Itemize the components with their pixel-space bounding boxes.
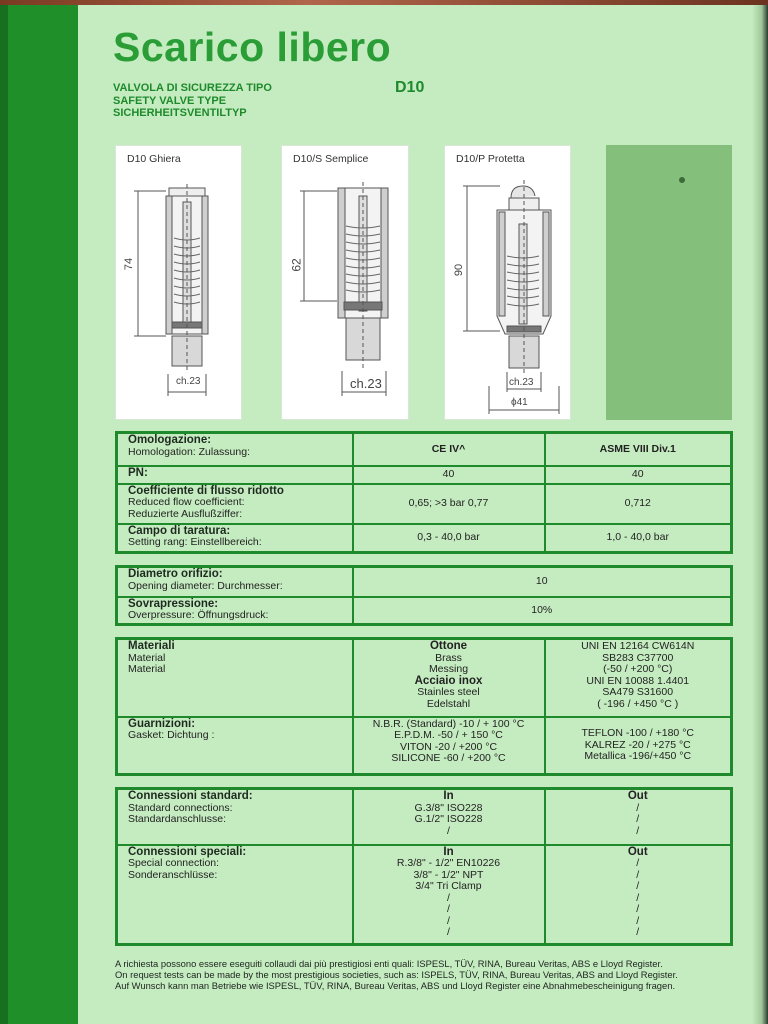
drawing-d10s-semplice [281, 145, 409, 420]
steel-de: Edelstahl [426, 697, 471, 710]
table-row [117, 845, 732, 945]
out-header: Out [627, 845, 648, 858]
valve-semplice-illustration [282, 146, 410, 421]
setting-label: Campo di taratura: [128, 524, 231, 537]
connection-in: G.3/8" ISO228 [414, 801, 483, 814]
setting-label-en: Setting rang: Einstellbereich: [128, 536, 262, 548]
right-page-edge [752, 5, 768, 1024]
standard-conn-label-en: Standard connections: [128, 801, 233, 814]
material-norm: UNI EN 10088 1.4401 [586, 674, 690, 687]
setting-ce-value: 0,3 - 40,0 bar [353, 524, 545, 553]
gasket-option: KALREZ -20 / +275 °C [584, 738, 691, 751]
standard-conn-label: Connessioni standard: [128, 790, 253, 802]
spec-table-materials [115, 637, 733, 776]
height-dimension: 90 [453, 263, 466, 277]
left-green-band [0, 5, 78, 1024]
materials-label-en: Material [128, 651, 166, 664]
height-dimension: 62 [289, 258, 304, 272]
table-row [117, 597, 732, 625]
height-dimension: 74 [123, 257, 136, 271]
connection-out: / [636, 824, 640, 837]
connection-out: / [636, 857, 640, 869]
orifice-label-en: Opening diameter: Durchmesser: [128, 579, 283, 592]
gasket-option: N.B.R. (Standard) -10 / + 100 °C [372, 717, 525, 730]
brass-en: Brass [435, 651, 462, 664]
standard-conn-label-de: Standardanschlusse: [128, 813, 227, 825]
connection-in: R.3/8" - 1/2" EN10226 [396, 857, 501, 869]
material-norm: UNI EN 12164 CW614N [581, 640, 695, 652]
table-row [117, 567, 732, 597]
connection-in: / [447, 926, 450, 938]
gasket-option: VITON -20 / +200 °C [399, 740, 498, 753]
pn-label: PN: [128, 466, 148, 479]
gasket-option: TEFLON -100 / +180 °C [581, 727, 694, 739]
pn-asme-value: 40 [545, 466, 732, 484]
drawing-label: D10/P Protetta [456, 153, 525, 165]
connection-in: / [447, 824, 450, 837]
hex-dimension: ch.23 [350, 376, 382, 391]
drawing-d10-ghiera [115, 145, 242, 420]
subtitle-de: SICHERHEITSVENTILTYP [113, 107, 247, 119]
spec-table-orifice [115, 565, 733, 626]
flow-label-de: Reduzierte Ausflußziffer: [128, 507, 243, 520]
subtitle-block [113, 82, 272, 120]
flow-label: Coefficiente di flusso ridotto [128, 484, 284, 497]
connection-out: / [636, 891, 640, 904]
panel-dot [679, 177, 685, 183]
special-conn-label-de: Sonderanschlüsse: [128, 868, 218, 881]
homologation-label-en: Homologation: Zulassung: [128, 445, 250, 458]
left-band-shadow [0, 5, 8, 1024]
connection-out: / [636, 868, 640, 881]
pn-ce-value: 40 [353, 466, 545, 484]
top-edge [0, 0, 768, 5]
flow-label-en: Reduced flow coefficient: [128, 496, 245, 508]
in-header: In [443, 845, 454, 858]
connection-in: 3/4" Tri Clamp [415, 880, 482, 892]
steel-en: Stainles steel [417, 686, 480, 698]
connection-out: / [636, 914, 640, 927]
gasket-option: SILICONE -60 / +200 °C [391, 752, 506, 764]
model-code: D10 [395, 79, 425, 96]
overpressure-label-en: Overpressure: Öffnungsdruck: [128, 609, 269, 621]
special-conn-label: Connessioni speciali: [128, 845, 247, 858]
connection-out: / [636, 903, 640, 915]
material-norm: ( -196 / +450 °C ) [597, 697, 679, 710]
gaskets-label-en: Gasket: Dichtung : [128, 729, 215, 741]
connection-out: / [636, 813, 640, 825]
ce-header: CE IV^ [353, 433, 545, 466]
gasket-option: E.P.D.M. -50 / + 150 °C [394, 729, 503, 741]
table-row [117, 717, 732, 775]
table-row [117, 484, 732, 524]
material-norm: (-50 / +200 °C) [603, 663, 673, 675]
spec-table-homologation [115, 431, 733, 554]
orifice-label: Diametro orifizio: [128, 568, 223, 580]
drawing-label: D10/S Semplice [293, 153, 369, 165]
spec-table-connections [115, 787, 733, 946]
connection-out: / [636, 926, 640, 938]
setting-asme-value: 1,0 - 40,0 bar [545, 524, 732, 553]
materials-label: Materiali [128, 640, 175, 652]
color-swatch-panel [606, 145, 732, 420]
connection-in: / [447, 914, 450, 927]
table-row [117, 433, 732, 466]
special-conn-label-en: Special connection: [128, 857, 220, 869]
subtitle-en: SAFETY VALVE TYPE [113, 94, 227, 107]
overpressure-label: Sovrapressione: [128, 597, 219, 610]
footer-line-en: On request tests can be made by the most prestigious societies, such as: ISPELS, TÜV, RINA, Bureau Veritas, ABS and Lloyd Register. [115, 969, 678, 981]
out-header: Out [627, 790, 648, 802]
table-row [117, 466, 732, 484]
table-row [117, 524, 732, 553]
connection-in: / [447, 903, 450, 915]
materials-label-de: Material [128, 663, 166, 675]
connection-in: / [447, 891, 450, 904]
gasket-option: Metallica -196/+450 °C [584, 750, 692, 762]
homologation-label: Omologazione: [128, 434, 212, 446]
connection-in: 3/8" - 1/2" NPT [413, 868, 484, 881]
connection-in: G.1/2" ISO228 [414, 813, 483, 825]
connection-out: / [636, 801, 640, 814]
footer-line-de: Auf Wunsch kann man Betriebe wie ISPESL, TÜV, RINA, Bureau Veritas, ABS und Lloyd Register eine Abnahmebescheinigung fragen. [115, 980, 676, 992]
steel-title: Acciaio inox [414, 674, 483, 687]
orifice-value: 10 [353, 567, 732, 597]
brass-de: Messing [428, 663, 469, 675]
flow-ce-value: 0,65; >3 bar 0,77 [353, 484, 545, 524]
in-header: In [443, 790, 454, 802]
brass-title: Ottone [429, 640, 468, 652]
subtitle-it: VALVOLA DI SICUREZZA TIPO [113, 82, 272, 94]
hex-dimension: ch.23 [176, 376, 201, 387]
hex-dimension: ch.23 [509, 377, 534, 388]
material-norm: SA479 S31600 [602, 686, 674, 698]
flow-asme-value: 0,712 [545, 484, 732, 524]
certification-footer [115, 958, 735, 992]
table-row [117, 639, 732, 717]
gaskets-label: Guarnizioni: [128, 717, 196, 730]
footer-line-it: A richiesta possono essere eseguiti collaudi dai più prestigiosi enti quali: ISPESL, TÜV, RINA, Bureau Veritas, ABS e Lloyd Register. [115, 958, 663, 969]
overpressure-value: 10% [353, 597, 732, 625]
connection-out: / [636, 880, 640, 892]
material-norm: SB283 C37700 [602, 651, 674, 664]
table-row [117, 789, 732, 845]
page-title: Scarico libero [113, 24, 392, 70]
drawing-d10p-protetta [444, 145, 571, 420]
diameter-dimension: ϕ41 [511, 397, 528, 408]
drawing-label: D10 Ghiera [127, 153, 181, 165]
asme-header: ASME VIII Div.1 [545, 433, 732, 466]
